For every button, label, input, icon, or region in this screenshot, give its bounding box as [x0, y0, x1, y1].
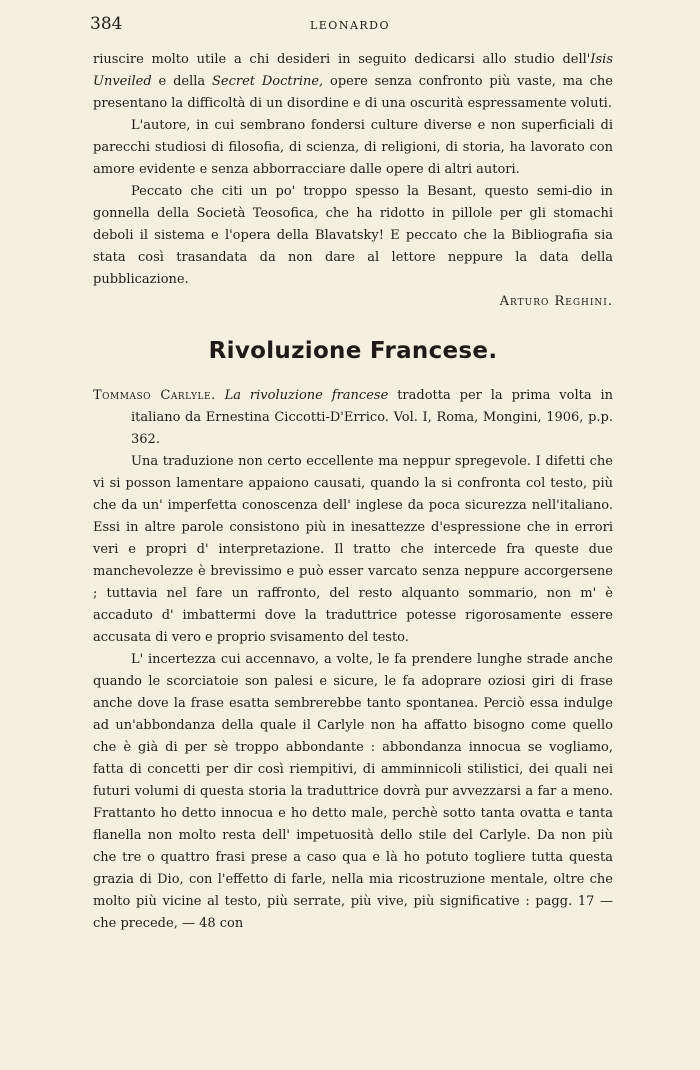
page-header [90, 14, 610, 44]
citation-title: La rivoluzione francese [224, 388, 389, 403]
paragraph: Peccato che citi un po' troppo spesso la Besant, questo semi-dio in gonnella della Società Teosofica, che ha ridotto in pillole per gli stomachi deboli il sistema e l'opera della Blavatsky! E peccato che la Bibliografia sia stata così trasandata da non dare al lettore neppure la data della pubblicazione. [93, 184, 613, 287]
book-title: Secret Doctrine, [212, 74, 324, 89]
paragraph: L' incertezza cui accennavo, a volte, le fa prendere lunghe strade anche quando le scorciatoie son palesi e sicure, le fa adoprare oziosi giri di frase anche dove la frase esatta sembrerebbe tanto spontanea. Perciò essa indulge ad un'abbondanza della quale il Carlyle non ha affatto bisogno come quello che è già di per sè troppo abbondante : abbondanza innocua se vogliamo, fatta di concetti per dir così riempitivi, di amminnicoli stilistici, dei quali nei futuri volumi di questa storia la traduttrice dovrà pur avvezzarsi a far a meno. Frattanto ho detto innocua e ho detto male, perchè sotto tanta ovatta e tanta flanella non molto resta dell' impetuosità dello stile del Carlyle. Da non più che tre o quattro frasi prese a caso qua e là ho potuto togliere tutta questa grazia di Dio, con l'effetto di farle, nella mia ricostruzione mentale, oltre che molto più vicine al testo, più serrate, più vive, più significative : pagg. 17 — che precede, — 48 con [93, 652, 613, 931]
page-number: 384 [90, 14, 123, 34]
text-fragment: e della [151, 74, 212, 89]
paragraph: Una traduzione non certo eccellente ma neppur spregevole. I difetti che vi si posson lamentare appaiono causati, quando la si confronta col testo, più che da un' imperfetta conoscenza dell' inglese da poca sicurezza nell'italiano. Essi in altre parole consistono più in inesattezze d'espressione che in errori veri e propri d' interpretazione. Il tratto che intercede fra queste due manchevolezze è brevissimo e può esser varcato senza neppure accorgersene ; tuttavia nel fare un raffronto, del resto alquanto sommario, non m' è accaduto d' imbattermi dove la traduttrice potesse rigorosamente essere accusata di vero e proprio svisamento del testo. [93, 454, 613, 645]
paragraph: L'autore, in cui sembrano fondersi culture diverse e non superficiali di parecchi studiosi di filosofia, di scienza, di religioni, di storia, ha lavorato con amore evidente e senza abborracciare dalle opere di altri autori. [93, 118, 613, 177]
book-title: Isis Unveiled [93, 52, 613, 89]
citation-details: tradotta per la prima volta in italiano da Ernestina Ciccotti-D'Errico. Vol. I, Roma, Mongini, 1906, p.p. 362. [131, 388, 614, 447]
bibliographic-citation [93, 385, 613, 451]
text-fragment: opere senza confronto più vaste, ma che presentano la difficoltà di un disordine e di una oscurità espressamente voluti. [93, 74, 614, 111]
section-title: Rivoluzione Francese. [208, 338, 498, 364]
page-body [93, 49, 613, 935]
citation-author: Tommaso Carlyle. [93, 388, 216, 403]
running-head: LEONARDO [309, 19, 391, 32]
author-signature: Arturo Reghini. [499, 294, 613, 309]
continuation-paragraph [93, 49, 613, 115]
text-fragment: riuscire molto utile a chi desideri in seguito dedicarsi allo studio dell' [93, 52, 591, 67]
